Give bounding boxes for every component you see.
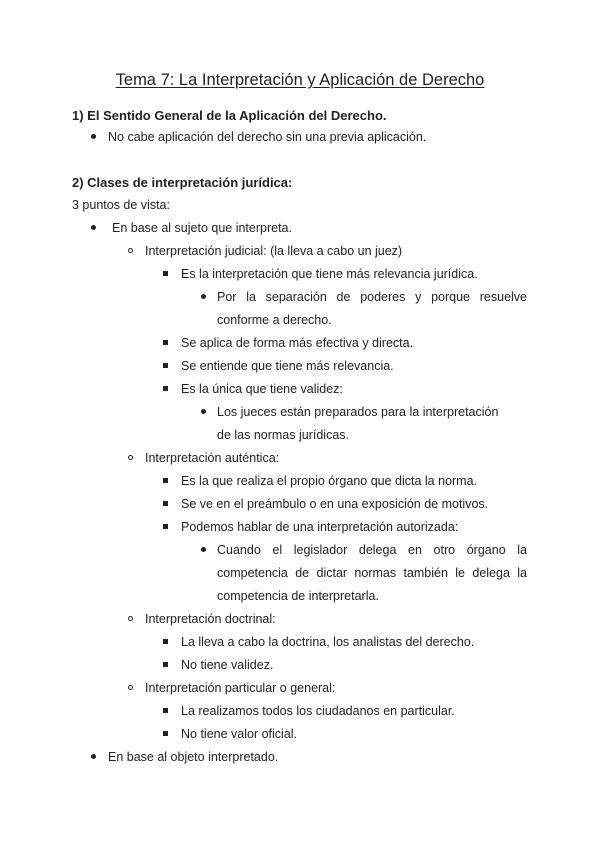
bullet-square [163,478,168,483]
bullet-disc [201,547,206,552]
list-item: Podemos hablar de una interpretación autorizada: [181,520,459,534]
bullet-disc [201,294,206,299]
list-item: Interpretación particular o general: [145,681,336,695]
list-item: Por la separación de poderes y porque resuelve [217,290,527,304]
list-item: No tiene valor oficial. [181,727,298,741]
bullet-disc [91,134,96,139]
document-title: Tema 7: La Interpretación y Aplicación de Derecho [115,71,485,89]
list-item: No tiene validez. [181,658,274,672]
list-item: Los jueces están preparados para la interpretación [217,405,499,419]
list-item: Interpretación doctrinal: [145,612,276,626]
section2-intro: 3 puntos de vista: [72,198,170,212]
list-item: En base al sujeto que interpreta. [112,221,292,235]
list-item: Interpretación auténtica: [145,451,280,465]
list-item: Se entiende que tiene más relevancia. [181,359,394,373]
bullet-square [163,271,168,276]
bullet-square [163,708,168,713]
list-item: Es la única que tiene validez: [181,382,343,396]
bullet-square [163,501,168,506]
bullet-square [163,363,168,368]
bullet-circle [128,248,133,253]
bullet-square [163,639,168,644]
list-item: La lleva a cabo la doctrina, los analistas del derecho. [181,635,475,649]
list-item: La realizamos todos los ciudadanos en particular. [181,704,455,718]
list-item: Es la que realiza el propio órgano que dicta la norma. [181,474,478,488]
list-item: Es la interpretación que tiene más relevancia jurídica. [181,267,478,281]
list-item-continuation: conforme a derecho. [217,313,332,327]
bullet-disc [201,409,206,414]
section1-heading: 1) El Sentido General de la Aplicación del Derecho. [72,108,387,123]
list-item-continuation: competencia de dictar normas también le delega la [217,566,527,580]
section1-item: No cabe aplicación del derecho sin una previa aplicación. [108,130,427,144]
bullet-square [163,662,168,667]
list-item: Se ve en el preámbulo o en una exposición de motivos. [181,497,489,511]
list-item-continuation: de las normas jurídicas. [217,428,350,442]
bullet-circle [128,685,133,690]
list-item: Cuando el legislador delega en otro órgano la [217,543,527,557]
bullet-square [163,386,168,391]
bullet-square [163,524,168,529]
section2-heading: 2) Clases de interpretación jurídica: [72,175,293,190]
bullet-circle [128,616,133,621]
list-item: En base al objeto interpretado. [108,750,279,764]
bullet-disc [91,225,96,230]
bullet-square [163,340,168,345]
bullet-disc [91,754,96,759]
list-item: Interpretación judicial: (la lleva a cabo un juez) [145,244,403,258]
bullet-circle [128,455,133,460]
list-item: Se aplica de forma más efectiva y directa. [181,336,414,350]
bullet-square [163,731,168,736]
list-item-continuation: competencia de interpretarla. [217,589,379,603]
